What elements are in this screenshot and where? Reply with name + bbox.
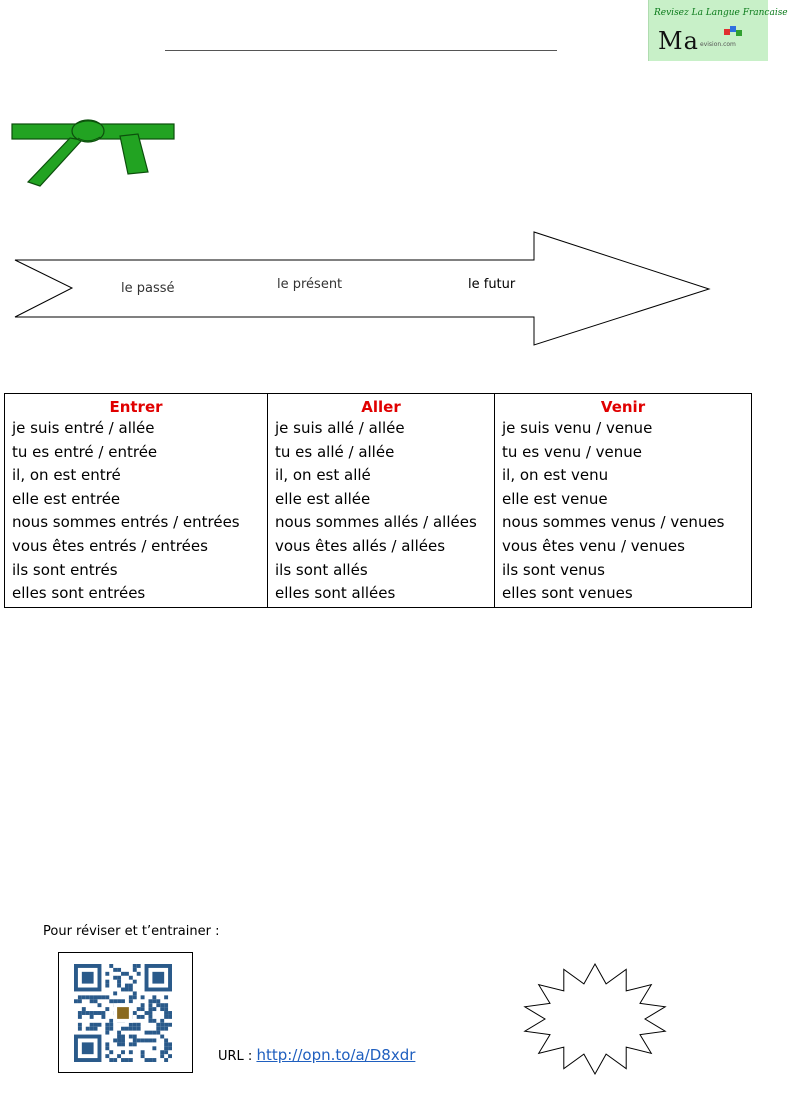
conjugation-line: elles sont venues — [502, 584, 633, 603]
timeline-past-label: le passé — [121, 281, 175, 296]
green-belt-icon — [10, 116, 178, 188]
logo-tagline: Revisez La Langue Francaise — [654, 8, 788, 18]
url-link[interactable]: http://opn.to/a/D8xdr — [256, 1046, 416, 1064]
conjugation-table — [4, 393, 752, 608]
column-header: Aller — [361, 398, 401, 416]
conjugation-line: elles sont entrées — [12, 584, 146, 603]
conjugation-line: tu es venu / venue — [502, 442, 643, 461]
conjugation-line: ils sont entrés — [12, 560, 118, 579]
logo-initials: Ma — [658, 27, 699, 55]
conjugation-line: elles sont allées — [275, 584, 396, 603]
column-header: Entrer — [109, 398, 163, 416]
timeline-arrow-icon — [12, 228, 712, 348]
column-entrer — [5, 394, 268, 608]
conjugation-line: je suis venu / venue — [502, 419, 653, 437]
column-venir — [495, 394, 752, 608]
conjugation-line: elle est entrée — [12, 489, 121, 508]
qr-code-frame[interactable] — [58, 952, 193, 1073]
site-logo[interactable] — [648, 0, 788, 61]
url-line — [218, 1046, 415, 1064]
conjugation-line: ils sont allés — [275, 560, 368, 579]
conjugation-line: vous êtes allés / allées — [275, 536, 446, 555]
conjugation-line: je suis entré / allée — [12, 419, 155, 437]
column-header: Venir — [600, 398, 646, 416]
conjugation-line: nous sommes entrés / entrées — [12, 513, 240, 532]
conjugation-line: il, on est allé — [275, 466, 371, 485]
top-rule-line — [165, 50, 557, 51]
timeline-future-label: le futur — [468, 277, 516, 292]
conjugation-line: vous êtes venu / venues — [502, 536, 685, 555]
qr-code-icon — [73, 964, 173, 1062]
timeline-present-label: le présent — [277, 277, 343, 292]
conjugation-line: nous sommes venus / venues — [502, 513, 725, 532]
conjugation-line: nous sommes allés / allées — [275, 513, 477, 532]
conjugation-line: elle est venue — [502, 489, 608, 508]
revise-prompt: Pour réviser et t’entrainer : — [43, 924, 220, 939]
conjugation-line: elle est allée — [275, 489, 371, 508]
url-label: URL : — [218, 1049, 257, 1064]
logo-domain: evision.com — [700, 41, 736, 48]
conjugation-line: il, on est entré — [12, 466, 121, 485]
conjugation-line: tu es entré / entrée — [12, 442, 158, 461]
conjugation-line: tu es allé / allée — [275, 442, 395, 461]
column-aller — [268, 394, 495, 608]
conjugation-line: vous êtes entrés / entrées — [12, 536, 208, 555]
conjugation-line: il, on est venu — [502, 466, 609, 485]
logo-blocks-icon — [724, 24, 744, 38]
conjugation-line: ils sont venus — [502, 560, 606, 579]
starburst-icon — [520, 962, 670, 1076]
conjugation-line: je suis allé / allée — [275, 419, 405, 437]
